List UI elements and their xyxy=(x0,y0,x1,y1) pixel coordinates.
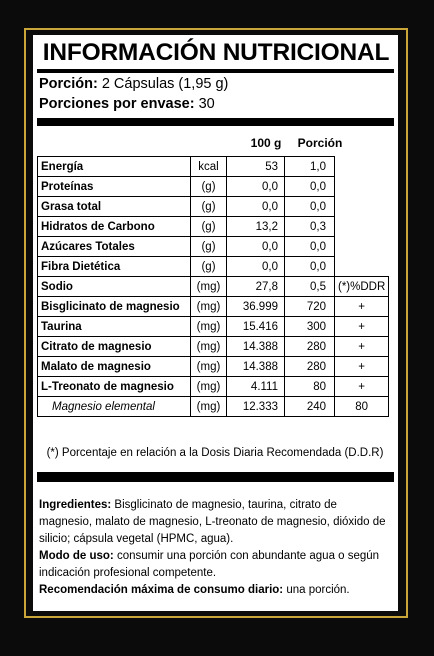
nutrient-row xyxy=(38,377,389,397)
nutrient-ddr: 80 xyxy=(335,397,389,417)
nutrient-name: Grasa total xyxy=(38,197,191,217)
ingredients-value: Bisglicinato de magnesio, taurina, citrato de magnesio, malato de magnesio, L-treonato de magnesio, dióxido de silicio; cápsula vegetal (HPMC, agua). xyxy=(39,499,386,545)
nutrient-name: Magnesio elemental xyxy=(38,397,191,417)
servings-label: Porciones por envase: xyxy=(39,96,195,112)
nutrient-unit: (g) xyxy=(191,177,227,197)
nutrient-per-100g: 27,8 xyxy=(227,277,285,297)
nutrient-per-100g: 0,0 xyxy=(227,177,285,197)
nutrient-ddr: (*)%DDR xyxy=(335,277,389,297)
serving-size-label: Porción: xyxy=(39,76,98,92)
nutrient-ddr: + xyxy=(335,357,389,377)
nutrient-unit: (mg) xyxy=(191,397,227,417)
nutrient-ddr: + xyxy=(335,377,389,397)
nutrient-name: Bisglicinato de magnesio xyxy=(38,297,191,317)
nutrient-name: Malato de magnesio xyxy=(38,357,191,377)
servings-value: 30 xyxy=(198,96,215,112)
nutrient-row xyxy=(38,337,389,357)
nutrient-per-portion: 1,0 xyxy=(285,157,335,177)
nutrient-per-portion: 0,3 xyxy=(285,217,335,237)
nutrient-unit: (mg) xyxy=(191,317,227,337)
nutrient-per-portion: 0,0 xyxy=(285,257,335,277)
nutrient-ddr xyxy=(335,157,389,177)
nutrient-name: L-Treonato de magnesio xyxy=(38,377,191,397)
nutrient-ddr xyxy=(335,237,389,257)
nutrient-unit: (mg) xyxy=(191,277,227,297)
column-header-portion: Porción xyxy=(297,136,343,150)
nutrient-name: Sodio xyxy=(38,277,191,297)
nutrient-name: Fibra Dietética xyxy=(38,257,191,277)
nutrient-per-portion: 0,0 xyxy=(285,197,335,217)
nutrition-label-panel xyxy=(33,35,398,611)
nutrient-per-100g: 14.388 xyxy=(227,357,285,377)
nutrient-per-portion: 280 xyxy=(285,337,335,357)
ingredients-text xyxy=(39,497,391,548)
nutrient-ddr: + xyxy=(335,317,389,337)
nutrient-unit: (g) xyxy=(191,257,227,277)
nutrient-per-100g: 14.388 xyxy=(227,337,285,357)
nutrient-per-portion: 0,5 xyxy=(285,277,335,297)
nutrient-row xyxy=(38,157,389,177)
nutrient-name: Hidratos de Carbono xyxy=(38,217,191,237)
ddr-footnote: (*) Porcentaje en relación a la Dosis Diaria Recomendada (D.D.R) xyxy=(46,447,384,459)
serving-size-value: 2 Cápsulas (1,95 g) xyxy=(101,76,229,92)
label-title: INFORMACIÓN NUTRICIONAL xyxy=(42,39,390,66)
nutrient-row xyxy=(38,257,389,277)
nutrient-row xyxy=(38,177,389,197)
nutrient-per-portion: 0,0 xyxy=(285,177,335,197)
ingredients-block xyxy=(39,497,391,599)
nutrient-ddr xyxy=(335,257,389,277)
nutrient-name: Proteínas xyxy=(38,177,191,197)
nutrient-per-100g: 0,0 xyxy=(227,197,285,217)
servings-per-container xyxy=(39,96,215,112)
nutrient-per-portion: 0,0 xyxy=(285,237,335,257)
nutrient-unit: (mg) xyxy=(191,377,227,397)
nutrient-row xyxy=(38,317,389,337)
nutrient-ddr: + xyxy=(335,297,389,317)
nutrient-unit: (mg) xyxy=(191,337,227,357)
nutrient-name: Energía xyxy=(38,157,191,177)
ingredients-label: Ingredientes: xyxy=(39,499,112,511)
serving-size xyxy=(39,76,228,92)
title-rule xyxy=(37,69,394,73)
usage-label: Modo de uso: xyxy=(39,550,114,562)
nutrient-per-100g: 15.416 xyxy=(227,317,285,337)
footnote-rule xyxy=(37,472,394,482)
serving-rule xyxy=(37,118,394,126)
nutrient-row xyxy=(38,397,389,417)
nutrient-ddr xyxy=(335,197,389,217)
nutrient-unit: (g) xyxy=(191,217,227,237)
nutrient-per-100g: 36.999 xyxy=(227,297,285,317)
nutrient-per-portion: 720 xyxy=(285,297,335,317)
nutrient-unit: (g) xyxy=(191,237,227,257)
nutrient-ddr: + xyxy=(335,337,389,357)
nutrient-row xyxy=(38,217,389,237)
max-intake-label: Recomendación máxima de consumo diario: xyxy=(39,584,284,596)
nutrient-ddr xyxy=(335,177,389,197)
nutrient-name: Taurina xyxy=(38,317,191,337)
nutrient-per-portion: 280 xyxy=(285,357,335,377)
nutrient-row xyxy=(38,197,389,217)
nutrient-row xyxy=(38,297,389,317)
nutrient-per-100g: 4.111 xyxy=(227,377,285,397)
nutrient-per-portion: 80 xyxy=(285,377,335,397)
nutrient-per-100g: 12.333 xyxy=(227,397,285,417)
column-header-100g: 100 g xyxy=(250,136,282,150)
nutrient-name: Citrato de magnesio xyxy=(38,337,191,357)
usage-text xyxy=(39,548,391,582)
nutrient-unit: kcal xyxy=(191,157,227,177)
nutrient-unit: (mg) xyxy=(191,297,227,317)
nutrient-per-portion: 300 xyxy=(285,317,335,337)
nutrient-row xyxy=(38,237,389,257)
max-intake-value: una porción. xyxy=(283,584,350,596)
max-intake-text xyxy=(39,582,391,599)
nutrient-per-portion: 240 xyxy=(285,397,335,417)
nutrient-per-100g: 13,2 xyxy=(227,217,285,237)
nutrient-unit: (g) xyxy=(191,197,227,217)
nutrient-unit: (mg) xyxy=(191,357,227,377)
nutrient-name: Azúcares Totales xyxy=(38,237,191,257)
nutrition-table xyxy=(37,156,389,417)
nutrient-ddr xyxy=(335,217,389,237)
nutrient-per-100g: 53 xyxy=(227,157,285,177)
usage-value: consumir una porción con abundante agua o según indicación profesional competente. xyxy=(39,550,380,579)
nutrient-row xyxy=(38,277,389,297)
nutrient-per-100g: 0,0 xyxy=(227,257,285,277)
nutrient-per-100g: 0,0 xyxy=(227,237,285,257)
nutrient-row xyxy=(38,357,389,377)
